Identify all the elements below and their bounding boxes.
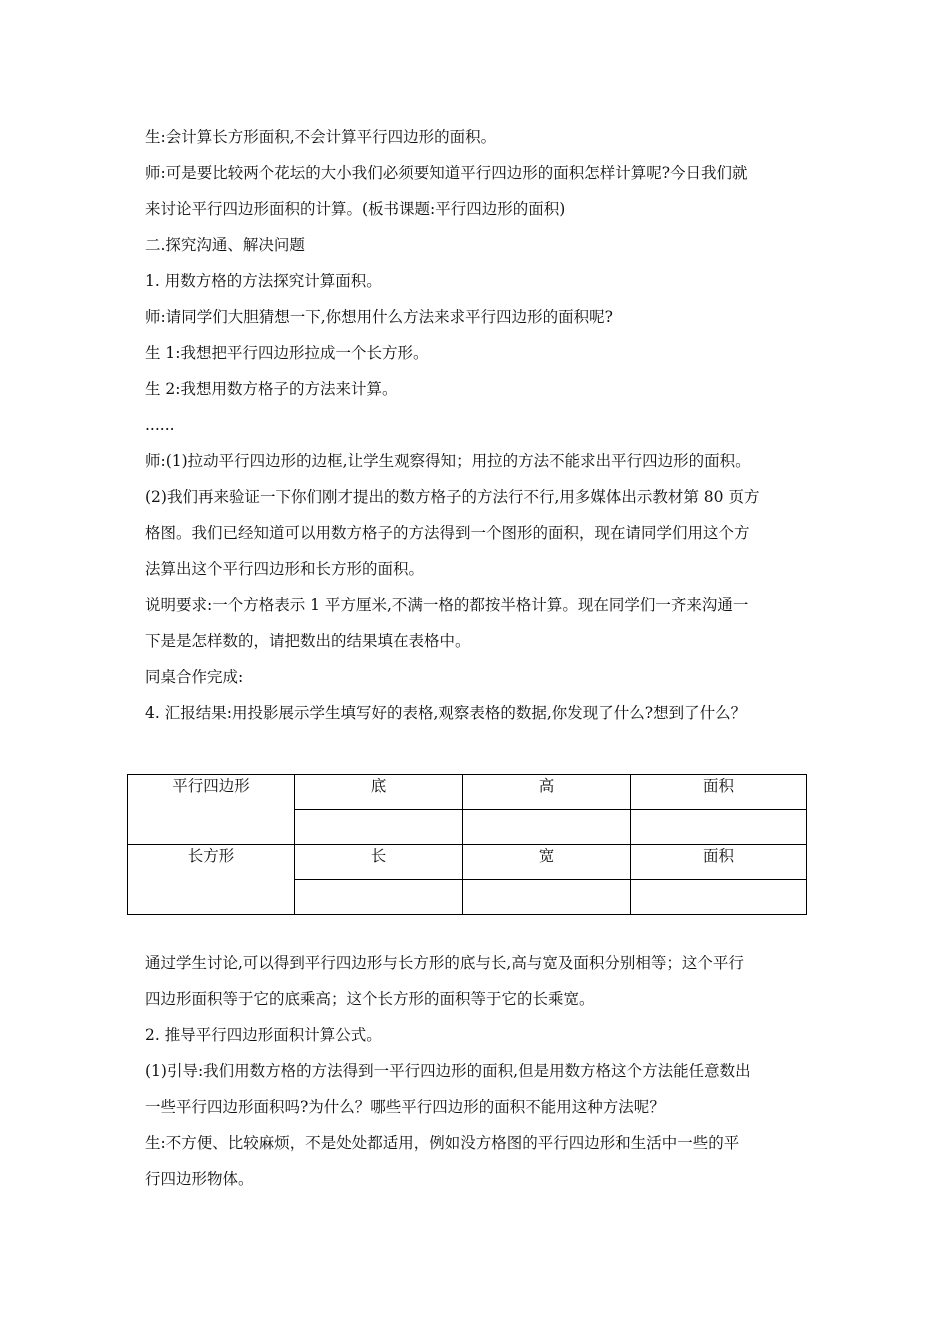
comparison-table xyxy=(127,774,807,915)
text-line: 下是是怎样数的，请把数出的结果填在表格中。 xyxy=(145,632,471,650)
table-cell: 面积 xyxy=(631,845,807,880)
table-cell-empty xyxy=(295,810,463,845)
table-cell: 底 xyxy=(295,775,463,810)
table-cell: 平行四边形 xyxy=(128,775,295,845)
text-line: 法算出这个平行四边形和长方形的面积。 xyxy=(145,560,425,578)
table-cell-empty xyxy=(463,880,631,915)
table-cell: 长 xyxy=(295,845,463,880)
table-row xyxy=(128,845,807,880)
text-line: ...... xyxy=(145,416,175,434)
text-line: 行四边形物体。 xyxy=(145,1170,254,1188)
text-line: 师:请同学们大胆猜想一下,你想用什么方法来求平行四边形的面积呢? xyxy=(145,308,613,326)
table-cell: 高 xyxy=(463,775,631,810)
text-line: 4. 汇报结果:用投影展示学生填写好的表格,观察表格的数据,你发现了什么?想到了什么？ xyxy=(145,704,747,722)
table-cell-empty xyxy=(295,880,463,915)
text-line: 四边形面积等于它的底乘高；这个长方形的面积等于它的长乘宽。 xyxy=(145,990,595,1008)
text-line: 生:不方便、比较麻烦，不是处处都适用，例如没方格图的平行四边形和生活中一些的平 xyxy=(145,1134,740,1152)
text-line: 格图。我们已经知道可以用数方格子的方法得到一个图形的面积，现在请同学们用这个方 xyxy=(145,524,750,542)
text-line: 生 2:我想用数方格子的方法来计算。 xyxy=(145,380,398,398)
text-line: (2)我们再来验证一下你们刚才提出的数方格子的方法行不行,用多媒体出示教材第 80 页方 xyxy=(145,488,760,506)
text-line: 生 1:我想把平行四边形拉成一个长方形。 xyxy=(145,344,429,362)
text-line: 1. 用数方格的方法探究计算面积。 xyxy=(145,272,382,290)
table-cell: 长方形 xyxy=(128,845,295,915)
text-line: 通过学生讨论,可以得到平行四边形与长方形的底与长,高与宽及面积分别相等；这个平行 xyxy=(145,954,744,972)
text-line: 说明要求:一个方格表示 1 平方厘米,不满一格的都按半格计算。现在同学们一齐来沟通一 xyxy=(145,596,749,614)
table-cell-empty xyxy=(631,810,807,845)
text-line: 师:可是要比较两个花坛的大小我们必须要知道平行四边形的面积怎样计算呢?今日我们就 xyxy=(145,164,748,182)
table-cell-empty xyxy=(631,880,807,915)
section-heading: 二.探究沟通、解决问题 xyxy=(145,236,305,254)
table-cell: 面积 xyxy=(631,775,807,810)
text-line: 来讨论平行四边形面积的计算。(板书课题:平行四边形的面积) xyxy=(145,200,566,218)
text-line: 同桌合作完成: xyxy=(145,668,244,686)
table-cell: 宽 xyxy=(463,845,631,880)
text-line: 师:(1)拉动平行四边形的边框,让学生观察得知；用拉的方法不能求出平行四边形的面积。 xyxy=(145,452,751,470)
table-cell-empty xyxy=(463,810,631,845)
text-line: 一些平行四边形面积吗?为什么？哪些平行四边形的面积不能用这种方法呢？ xyxy=(145,1098,665,1116)
text-line: (1)引导:我们用数方格的方法得到一平行四边形的面积,但是用数方格这个方法能任意数出 xyxy=(145,1062,751,1080)
text-line: 生:会计算长方形面积,不会计算平行四边形的面积。 xyxy=(145,128,497,146)
text-line: 2. 推导平行四边形面积计算公式。 xyxy=(145,1026,382,1044)
table-row xyxy=(128,775,807,810)
